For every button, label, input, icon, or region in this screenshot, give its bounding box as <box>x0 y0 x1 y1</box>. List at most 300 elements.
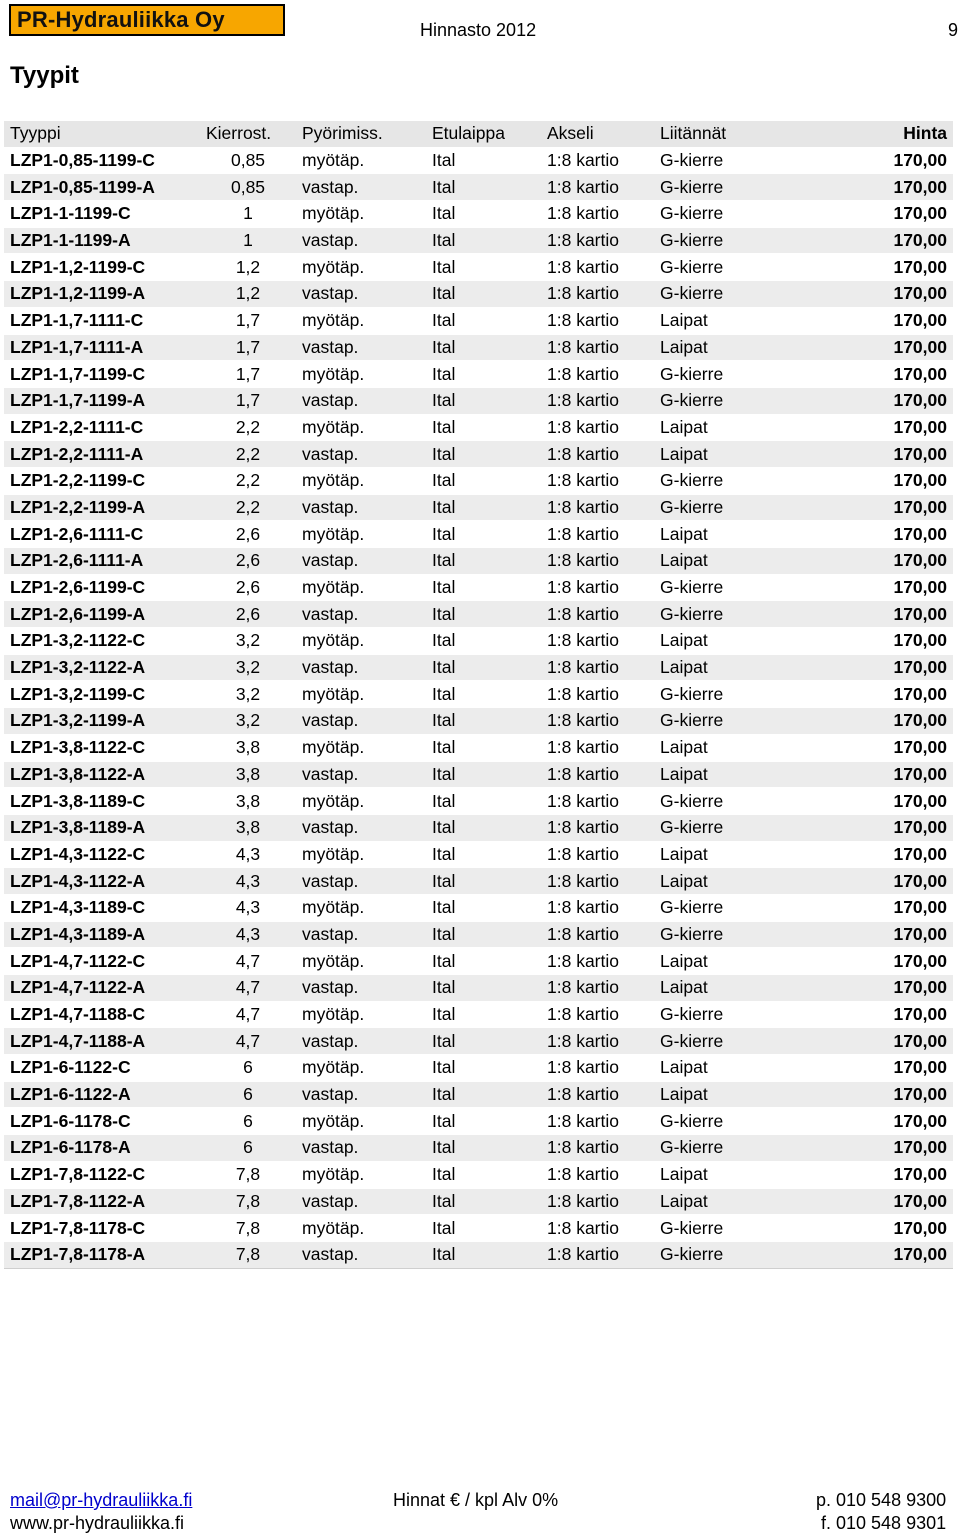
cell-etulaippa: Ital <box>426 1161 541 1188</box>
table-row <box>4 414 953 441</box>
cell-liitannat: G-kierre <box>654 921 824 948</box>
cell-tyyppi: LZP1-2,2-1111-A <box>4 441 200 468</box>
cell-liitannat: G-kierre <box>654 708 824 735</box>
cell-etulaippa: Ital <box>426 841 541 868</box>
cell-akseli: 1:8 kartio <box>541 1028 654 1055</box>
cell-tyyppi: LZP1-3,2-1199-A <box>4 708 200 735</box>
cell-liitannat: Laipat <box>654 414 824 441</box>
table-row <box>4 628 953 655</box>
cell-liitannat: Laipat <box>654 1161 824 1188</box>
cell-akseli: 1:8 kartio <box>541 841 654 868</box>
cell-hinta: 170,00 <box>824 1188 953 1215</box>
cell-kierrost: 1,2 <box>200 254 296 281</box>
cell-tyyppi: LZP1-4,7-1188-A <box>4 1028 200 1055</box>
cell-etulaippa: Ital <box>426 494 541 521</box>
table-row <box>4 548 953 575</box>
cell-kierrost: 7,8 <box>200 1188 296 1215</box>
cell-akseli: 1:8 kartio <box>541 414 654 441</box>
cell-pyorimiss: myötäp. <box>296 1055 426 1082</box>
cell-kierrost: 2,6 <box>200 521 296 548</box>
cell-etulaippa: Ital <box>426 654 541 681</box>
cell-kierrost: 7,8 <box>200 1241 296 1268</box>
cell-pyorimiss: myötäp. <box>296 681 426 708</box>
cell-tyyppi: LZP1-7,8-1122-A <box>4 1188 200 1215</box>
cell-tyyppi: LZP1-6-1122-A <box>4 1081 200 1108</box>
cell-pyorimiss: vastap. <box>296 494 426 521</box>
cell-akseli: 1:8 kartio <box>541 948 654 975</box>
cell-liitannat: Laipat <box>654 441 824 468</box>
table-row <box>4 601 953 628</box>
cell-pyorimiss: myötäp. <box>296 1108 426 1135</box>
cell-hinta: 170,00 <box>824 201 953 228</box>
cell-hinta: 170,00 <box>824 281 953 308</box>
cell-etulaippa: Ital <box>426 1055 541 1082</box>
table-row <box>4 788 953 815</box>
cell-tyyppi: LZP1-1-1199-C <box>4 201 200 228</box>
cell-liitannat: Laipat <box>654 948 824 975</box>
cell-pyorimiss: myötäp. <box>296 414 426 441</box>
cell-hinta: 170,00 <box>824 254 953 281</box>
cell-hinta: 170,00 <box>824 1135 953 1162</box>
cell-tyyppi: LZP1-1,7-1199-C <box>4 361 200 388</box>
cell-liitannat: Laipat <box>654 654 824 681</box>
cell-kierrost: 1,2 <box>200 281 296 308</box>
table-row <box>4 201 953 228</box>
cell-hinta: 170,00 <box>824 921 953 948</box>
cell-kierrost: 1 <box>200 201 296 228</box>
cell-akseli: 1:8 kartio <box>541 254 654 281</box>
table-row <box>4 921 953 948</box>
phone-number: p. 010 548 9300 <box>816 1490 947 1510</box>
table-row <box>4 1241 953 1268</box>
cell-kierrost: 3,2 <box>200 681 296 708</box>
col-header-liitannat: Liitännät <box>654 121 824 147</box>
cell-pyorimiss: vastap. <box>296 548 426 575</box>
cell-akseli: 1:8 kartio <box>541 868 654 895</box>
cell-akseli: 1:8 kartio <box>541 467 654 494</box>
website-text: www.pr-hydrauliikka.fi <box>10 1513 185 1533</box>
cell-liitannat: G-kierre <box>654 1108 824 1135</box>
cell-etulaippa: Ital <box>426 307 541 334</box>
cell-akseli: 1:8 kartio <box>541 307 654 334</box>
email-link[interactable]: mail@pr-hydrauliikka.fi <box>10 1490 193 1510</box>
cell-tyyppi: LZP1-3,2-1122-A <box>4 654 200 681</box>
table-row <box>4 975 953 1002</box>
cell-kierrost: 2,6 <box>200 574 296 601</box>
cell-akseli: 1:8 kartio <box>541 681 654 708</box>
cell-kierrost: 7,8 <box>200 1161 296 1188</box>
cell-liitannat: Laipat <box>654 1081 824 1108</box>
cell-pyorimiss: vastap. <box>296 708 426 735</box>
cell-tyyppi: LZP1-4,3-1122-A <box>4 868 200 895</box>
table-row <box>4 894 953 921</box>
table-row <box>4 521 953 548</box>
cell-hinta: 170,00 <box>824 414 953 441</box>
cell-akseli: 1:8 kartio <box>541 174 654 201</box>
cell-hinta: 170,00 <box>824 1001 953 1028</box>
cell-pyorimiss: myötäp. <box>296 254 426 281</box>
table-row <box>4 1188 953 1215</box>
cell-etulaippa: Ital <box>426 788 541 815</box>
cell-hinta: 170,00 <box>824 975 953 1002</box>
cell-hinta: 170,00 <box>824 601 953 628</box>
document-title: Hinnasto 2012 <box>420 20 537 40</box>
col-header-tyyppi: Tyyppi <box>4 121 200 147</box>
cell-akseli: 1:8 kartio <box>541 1188 654 1215</box>
table-row <box>4 1215 953 1242</box>
cell-tyyppi: LZP1-6-1122-C <box>4 1055 200 1082</box>
cell-hinta: 170,00 <box>824 521 953 548</box>
cell-akseli: 1:8 kartio <box>541 1215 654 1242</box>
cell-akseli: 1:8 kartio <box>541 601 654 628</box>
cell-pyorimiss: myötäp. <box>296 574 426 601</box>
table-body <box>4 147 953 1268</box>
cell-pyorimiss: vastap. <box>296 281 426 308</box>
cell-hinta: 170,00 <box>824 1055 953 1082</box>
cell-kierrost: 4,7 <box>200 948 296 975</box>
cell-pyorimiss: vastap. <box>296 1028 426 1055</box>
cell-etulaippa: Ital <box>426 708 541 735</box>
cell-etulaippa: Ital <box>426 334 541 361</box>
cell-liitannat: G-kierre <box>654 467 824 494</box>
cell-tyyppi: LZP1-4,3-1189-A <box>4 921 200 948</box>
cell-hinta: 170,00 <box>824 1161 953 1188</box>
cell-akseli: 1:8 kartio <box>541 1135 654 1162</box>
fax-number: f. 010 548 9301 <box>821 1513 947 1533</box>
cell-akseli: 1:8 kartio <box>541 788 654 815</box>
cell-hinta: 170,00 <box>824 841 953 868</box>
cell-akseli: 1:8 kartio <box>541 201 654 228</box>
cell-pyorimiss: myötäp. <box>296 788 426 815</box>
cell-liitannat: G-kierre <box>654 227 824 254</box>
cell-hinta: 170,00 <box>824 334 953 361</box>
cell-kierrost: 4,7 <box>200 1028 296 1055</box>
cell-kierrost: 6 <box>200 1081 296 1108</box>
cell-tyyppi: LZP1-3,8-1122-C <box>4 734 200 761</box>
table-row <box>4 281 953 308</box>
cell-tyyppi: LZP1-0,85-1199-A <box>4 174 200 201</box>
cell-hinta: 170,00 <box>824 1108 953 1135</box>
cell-pyorimiss: myötäp. <box>296 948 426 975</box>
cell-etulaippa: Ital <box>426 814 541 841</box>
cell-akseli: 1:8 kartio <box>541 975 654 1002</box>
cell-hinta: 170,00 <box>824 734 953 761</box>
cell-liitannat: G-kierre <box>654 387 824 414</box>
table-row <box>4 841 953 868</box>
cell-akseli: 1:8 kartio <box>541 734 654 761</box>
cell-etulaippa: Ital <box>426 1001 541 1028</box>
cell-tyyppi: LZP1-4,3-1122-C <box>4 841 200 868</box>
price-note: Hinnat € / kpl Alv 0% <box>393 1490 559 1510</box>
cell-kierrost: 4,3 <box>200 841 296 868</box>
cell-tyyppi: LZP1-2,2-1199-C <box>4 467 200 494</box>
cell-liitannat: Laipat <box>654 1188 824 1215</box>
cell-pyorimiss: vastap. <box>296 1081 426 1108</box>
cell-pyorimiss: vastap. <box>296 227 426 254</box>
cell-pyorimiss: myötäp. <box>296 734 426 761</box>
cell-akseli: 1:8 kartio <box>541 548 654 575</box>
cell-tyyppi: LZP1-4,3-1189-C <box>4 894 200 921</box>
cell-akseli: 1:8 kartio <box>541 1055 654 1082</box>
table-row <box>4 467 953 494</box>
cell-kierrost: 3,8 <box>200 788 296 815</box>
cell-hinta: 170,00 <box>824 894 953 921</box>
cell-akseli: 1:8 kartio <box>541 441 654 468</box>
table-header-row <box>4 121 953 147</box>
cell-etulaippa: Ital <box>426 147 541 174</box>
cell-kierrost: 4,3 <box>200 921 296 948</box>
cell-akseli: 1:8 kartio <box>541 574 654 601</box>
cell-kierrost: 0,85 <box>200 147 296 174</box>
table-row <box>4 761 953 788</box>
cell-etulaippa: Ital <box>426 361 541 388</box>
cell-kierrost: 6 <box>200 1108 296 1135</box>
cell-liitannat: Laipat <box>654 734 824 761</box>
table-row <box>4 494 953 521</box>
cell-hinta: 170,00 <box>824 654 953 681</box>
cell-pyorimiss: myötäp. <box>296 1161 426 1188</box>
cell-etulaippa: Ital <box>426 975 541 1002</box>
cell-pyorimiss: vastap. <box>296 334 426 361</box>
cell-liitannat: G-kierre <box>654 788 824 815</box>
table-row <box>4 361 953 388</box>
table-row <box>4 1108 953 1135</box>
cell-akseli: 1:8 kartio <box>541 494 654 521</box>
cell-etulaippa: Ital <box>426 894 541 921</box>
cell-liitannat: G-kierre <box>654 254 824 281</box>
cell-liitannat: G-kierre <box>654 1135 824 1162</box>
cell-hinta: 170,00 <box>824 814 953 841</box>
cell-kierrost: 1,7 <box>200 387 296 414</box>
cell-tyyppi: LZP1-3,8-1189-C <box>4 788 200 815</box>
cell-etulaippa: Ital <box>426 414 541 441</box>
cell-liitannat: Laipat <box>654 307 824 334</box>
cell-tyyppi: LZP1-3,2-1199-C <box>4 681 200 708</box>
cell-pyorimiss: vastap. <box>296 441 426 468</box>
cell-liitannat: Laipat <box>654 521 824 548</box>
cell-liitannat: G-kierre <box>654 174 824 201</box>
cell-etulaippa: Ital <box>426 1135 541 1162</box>
cell-liitannat: G-kierre <box>654 601 824 628</box>
table-row <box>4 1081 953 1108</box>
cell-etulaippa: Ital <box>426 1188 541 1215</box>
cell-etulaippa: Ital <box>426 1081 541 1108</box>
cell-kierrost: 3,2 <box>200 654 296 681</box>
cell-tyyppi: LZP1-4,7-1188-C <box>4 1001 200 1028</box>
cell-tyyppi: LZP1-1,7-1111-A <box>4 334 200 361</box>
cell-hinta: 170,00 <box>824 361 953 388</box>
cell-tyyppi: LZP1-4,7-1122-A <box>4 975 200 1002</box>
cell-kierrost: 1,7 <box>200 361 296 388</box>
cell-etulaippa: Ital <box>426 548 541 575</box>
cell-tyyppi: LZP1-2,6-1199-A <box>4 601 200 628</box>
cell-etulaippa: Ital <box>426 441 541 468</box>
cell-pyorimiss: vastap. <box>296 387 426 414</box>
cell-etulaippa: Ital <box>426 227 541 254</box>
table-row <box>4 1055 953 1082</box>
cell-hinta: 170,00 <box>824 174 953 201</box>
cell-akseli: 1:8 kartio <box>541 814 654 841</box>
price-table <box>4 121 953 1269</box>
cell-tyyppi: LZP1-0,85-1199-C <box>4 147 200 174</box>
col-header-etulaippa: Etulaippa <box>426 121 541 147</box>
cell-akseli: 1:8 kartio <box>541 387 654 414</box>
table-row <box>4 734 953 761</box>
cell-hinta: 170,00 <box>824 1028 953 1055</box>
table-row <box>4 1161 953 1188</box>
cell-liitannat: Laipat <box>654 868 824 895</box>
cell-tyyppi: LZP1-6-1178-A <box>4 1135 200 1162</box>
cell-hinta: 170,00 <box>824 307 953 334</box>
cell-hinta: 170,00 <box>824 467 953 494</box>
cell-liitannat: Laipat <box>654 975 824 1002</box>
cell-pyorimiss: vastap. <box>296 654 426 681</box>
cell-etulaippa: Ital <box>426 281 541 308</box>
cell-akseli: 1:8 kartio <box>541 521 654 548</box>
cell-pyorimiss: myötäp. <box>296 521 426 548</box>
cell-etulaippa: Ital <box>426 948 541 975</box>
cell-hinta: 170,00 <box>824 681 953 708</box>
cell-akseli: 1:8 kartio <box>541 628 654 655</box>
cell-hinta: 170,00 <box>824 1081 953 1108</box>
cell-hinta: 170,00 <box>824 788 953 815</box>
cell-pyorimiss: myötäp. <box>296 201 426 228</box>
cell-pyorimiss: vastap. <box>296 868 426 895</box>
cell-tyyppi: LZP1-1-1199-A <box>4 227 200 254</box>
cell-akseli: 1:8 kartio <box>541 1108 654 1135</box>
cell-kierrost: 4,3 <box>200 868 296 895</box>
cell-hinta: 170,00 <box>824 147 953 174</box>
cell-etulaippa: Ital <box>426 467 541 494</box>
cell-kierrost: 1,7 <box>200 334 296 361</box>
cell-liitannat: Laipat <box>654 841 824 868</box>
cell-liitannat: G-kierre <box>654 361 824 388</box>
cell-liitannat: G-kierre <box>654 1028 824 1055</box>
cell-pyorimiss: vastap. <box>296 814 426 841</box>
cell-tyyppi: LZP1-2,2-1199-A <box>4 494 200 521</box>
cell-tyyppi: LZP1-7,8-1178-A <box>4 1241 200 1268</box>
cell-tyyppi: LZP1-2,2-1111-C <box>4 414 200 441</box>
cell-kierrost: 6 <box>200 1135 296 1162</box>
cell-kierrost: 3,8 <box>200 734 296 761</box>
cell-akseli: 1:8 kartio <box>541 147 654 174</box>
table-row <box>4 387 953 414</box>
cell-pyorimiss: vastap. <box>296 761 426 788</box>
cell-kierrost: 1,7 <box>200 307 296 334</box>
cell-etulaippa: Ital <box>426 1215 541 1242</box>
table-row <box>4 334 953 361</box>
cell-pyorimiss: myötäp. <box>296 841 426 868</box>
table-row <box>4 307 953 334</box>
cell-etulaippa: Ital <box>426 201 541 228</box>
cell-etulaippa: Ital <box>426 761 541 788</box>
cell-liitannat: Laipat <box>654 628 824 655</box>
cell-liitannat: G-kierre <box>654 1001 824 1028</box>
cell-tyyppi: LZP1-2,6-1111-A <box>4 548 200 575</box>
cell-tyyppi: LZP1-1,2-1199-A <box>4 281 200 308</box>
cell-liitannat: G-kierre <box>654 574 824 601</box>
table-row <box>4 574 953 601</box>
cell-kierrost: 3,8 <box>200 814 296 841</box>
cell-akseli: 1:8 kartio <box>541 227 654 254</box>
cell-tyyppi: LZP1-1,7-1199-A <box>4 387 200 414</box>
cell-tyyppi: LZP1-7,8-1178-C <box>4 1215 200 1242</box>
section-title: Tyypit <box>10 62 79 89</box>
cell-etulaippa: Ital <box>426 868 541 895</box>
cell-etulaippa: Ital <box>426 601 541 628</box>
col-header-akseli: Akseli <box>541 121 654 147</box>
logo-text: PR-Hydrauliikka Oy <box>17 7 225 32</box>
cell-liitannat: G-kierre <box>654 681 824 708</box>
cell-kierrost: 4,7 <box>200 975 296 1002</box>
col-header-kierrost: Kierrost. <box>200 121 296 147</box>
cell-liitannat: G-kierre <box>654 147 824 174</box>
cell-tyyppi: LZP1-3,2-1122-C <box>4 628 200 655</box>
cell-etulaippa: Ital <box>426 734 541 761</box>
cell-hinta: 170,00 <box>824 574 953 601</box>
cell-pyorimiss: myötäp. <box>296 361 426 388</box>
cell-liitannat: Laipat <box>654 761 824 788</box>
cell-akseli: 1:8 kartio <box>541 334 654 361</box>
cell-tyyppi: LZP1-4,7-1122-C <box>4 948 200 975</box>
cell-akseli: 1:8 kartio <box>541 1001 654 1028</box>
table-row <box>4 1028 953 1055</box>
cell-pyorimiss: myötäp. <box>296 894 426 921</box>
cell-pyorimiss: vastap. <box>296 174 426 201</box>
cell-pyorimiss: myötäp. <box>296 628 426 655</box>
cell-akseli: 1:8 kartio <box>541 281 654 308</box>
cell-tyyppi: LZP1-7,8-1122-C <box>4 1161 200 1188</box>
cell-etulaippa: Ital <box>426 921 541 948</box>
cell-hinta: 170,00 <box>824 441 953 468</box>
cell-akseli: 1:8 kartio <box>541 1161 654 1188</box>
cell-pyorimiss: myötäp. <box>296 1215 426 1242</box>
col-header-pyorimiss: Pyörimiss. <box>296 121 426 147</box>
cell-etulaippa: Ital <box>426 387 541 414</box>
cell-etulaippa: Ital <box>426 574 541 601</box>
cell-kierrost: 2,6 <box>200 601 296 628</box>
cell-liitannat: G-kierre <box>654 1215 824 1242</box>
table-row <box>4 1001 953 1028</box>
cell-hinta: 170,00 <box>824 948 953 975</box>
cell-kierrost: 7,8 <box>200 1215 296 1242</box>
table-row <box>4 814 953 841</box>
cell-hinta: 170,00 <box>824 708 953 735</box>
cell-kierrost: 3,2 <box>200 708 296 735</box>
table-row <box>4 1135 953 1162</box>
cell-tyyppi: LZP1-2,6-1199-C <box>4 574 200 601</box>
cell-pyorimiss: myötäp. <box>296 1001 426 1028</box>
cell-kierrost: 0,85 <box>200 174 296 201</box>
cell-etulaippa: Ital <box>426 1028 541 1055</box>
table-row <box>4 441 953 468</box>
cell-tyyppi: LZP1-3,8-1122-A <box>4 761 200 788</box>
cell-akseli: 1:8 kartio <box>541 708 654 735</box>
cell-akseli: 1:8 kartio <box>541 1081 654 1108</box>
cell-hinta: 170,00 <box>824 628 953 655</box>
cell-liitannat: Laipat <box>654 548 824 575</box>
cell-etulaippa: Ital <box>426 254 541 281</box>
cell-hinta: 170,00 <box>824 868 953 895</box>
cell-liitannat: G-kierre <box>654 894 824 921</box>
cell-etulaippa: Ital <box>426 628 541 655</box>
cell-kierrost: 2,2 <box>200 441 296 468</box>
cell-kierrost: 4,3 <box>200 894 296 921</box>
table-row <box>4 681 953 708</box>
table-row <box>4 868 953 895</box>
cell-kierrost: 3,8 <box>200 761 296 788</box>
company-logo <box>9 4 285 36</box>
